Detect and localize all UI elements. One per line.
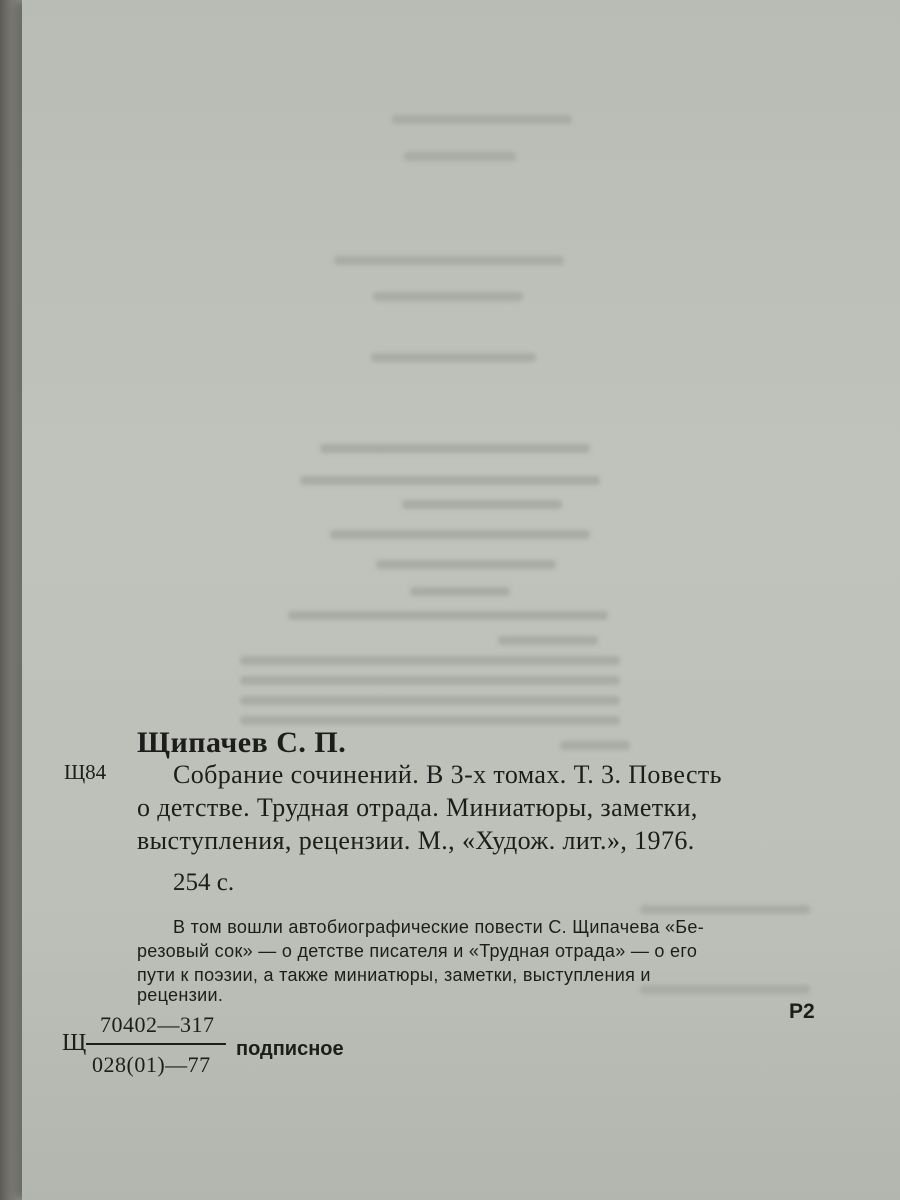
subscription-label: подписное <box>236 1038 344 1060</box>
catalog-code: Щ84 <box>64 760 107 784</box>
abstract-line: пути к поэзии, а также миниатюры, заметки, выступления и <box>137 965 651 985</box>
show-through-line <box>334 256 564 265</box>
show-through-line <box>402 500 562 509</box>
show-through-line <box>288 611 608 620</box>
abstract-line: рецензии. <box>137 985 224 1005</box>
show-through-line <box>240 696 620 705</box>
index-fraction-bar <box>86 1043 226 1045</box>
show-through-line <box>640 985 810 994</box>
description-line: Собрание сочинений. В 3-х томах. Т. 3. Повесть <box>173 760 722 789</box>
author-name: Щипачев С. П. <box>137 726 347 759</box>
index-prefix: Щ <box>62 1030 87 1056</box>
show-through-line <box>300 476 600 485</box>
show-through-line <box>392 115 572 124</box>
page-count: 254 с. <box>173 869 235 896</box>
abstract-line: В том вошли автобиографические повести С. Щипачева «Бе- <box>173 917 705 937</box>
show-through-line <box>371 353 536 362</box>
index-numerator: 70402—317 <box>100 1012 215 1037</box>
index-denominator: 028(01)—77 <box>92 1052 211 1077</box>
show-through-line <box>640 905 810 914</box>
classification-code: Р2 <box>789 1000 815 1023</box>
show-through-line <box>376 560 556 569</box>
show-through-line <box>240 676 620 685</box>
show-through-line <box>560 741 630 750</box>
show-through-line <box>498 636 598 645</box>
show-through-line <box>320 444 590 453</box>
show-through-line <box>240 716 620 725</box>
abstract-line: резовый сок» — о детстве писателя и «Трудная отрада» — о его <box>137 941 698 961</box>
description-line: о детстве. Трудная отрада. Миниатюры, заметки, <box>137 793 698 822</box>
show-through-line <box>404 152 516 161</box>
show-through-line <box>410 587 510 596</box>
show-through-line <box>373 292 523 301</box>
description-line: выступления, рецензии. М., «Худож. лит.», 1976. <box>137 826 695 855</box>
show-through-line <box>330 530 590 539</box>
show-through-line <box>240 656 620 665</box>
